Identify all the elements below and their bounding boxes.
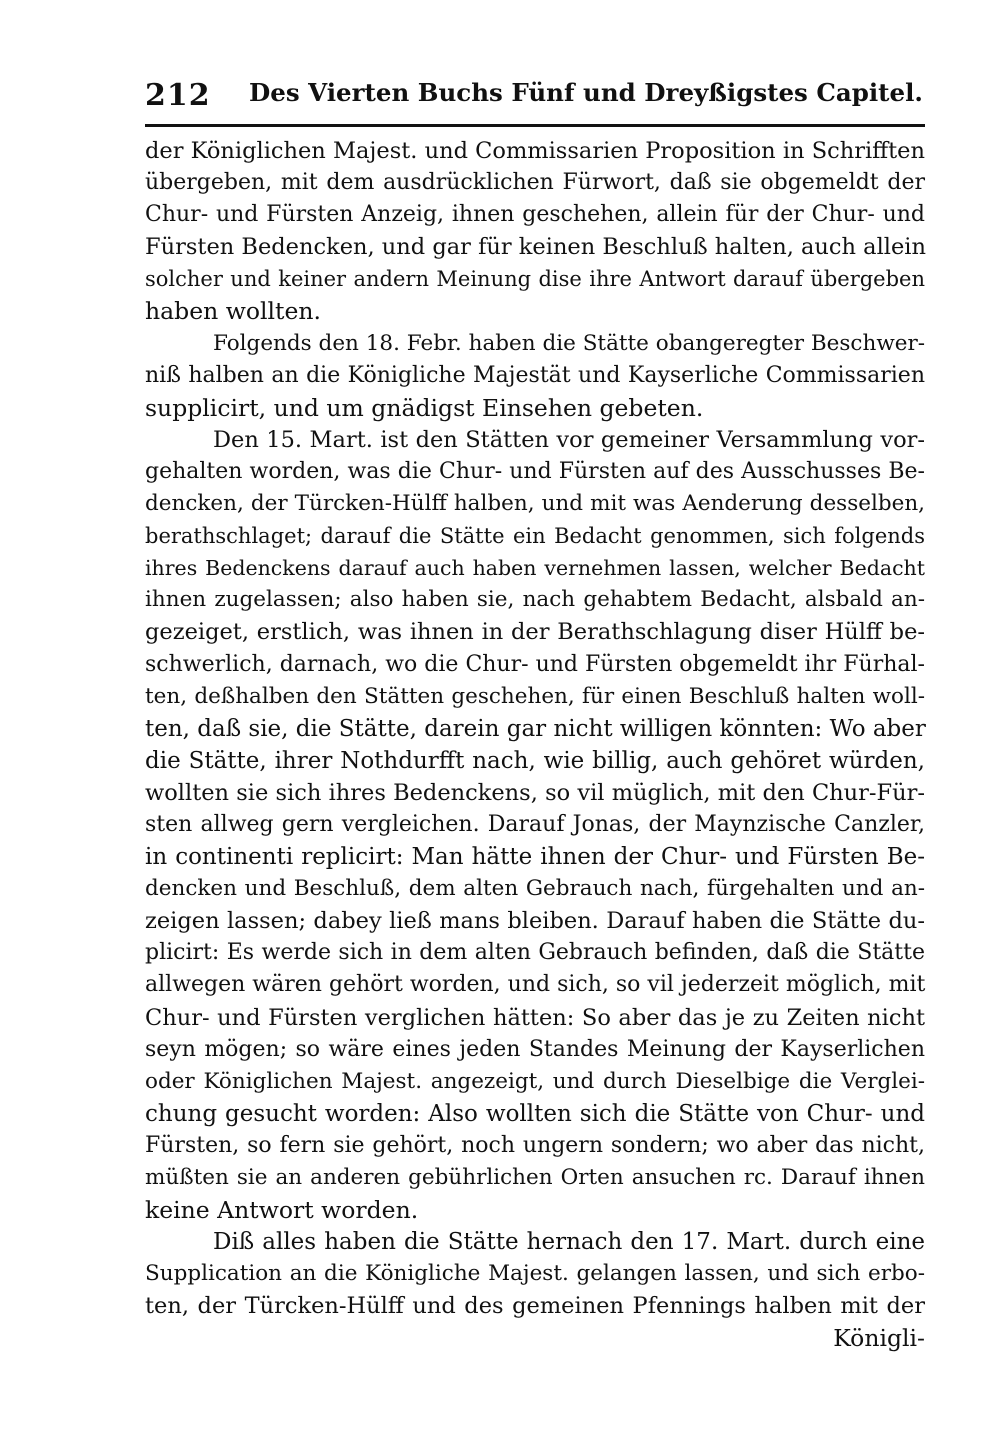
text-line: ten, daß sie, die Stätte, darein gar nicht willigen könnten: Wo aber [145,715,926,742]
text-line: solcher und keiner andern Meinung dise ihre Antwort darauf übergeben [145,267,925,292]
page-number: 212 [145,78,211,113]
text-line: gehalten worden, was die Chur- und Fürsten auf des Ausschusses Be- [145,458,925,484]
text-line: dencken und Beschluß, dem alten Gebrauch nach, fürgehalten und an- [145,876,925,902]
text-line: plicirt: Es werde sich in dem alten Gebrauch befinden, daß die Stätte [145,940,925,966]
text-line: Supplication an die Königliche Majest. gelangen lassen, und sich erbo- [145,1261,925,1287]
text-line: allwegen wären gehört worden, und sich, so vil jederzeit möglich, mit [145,972,926,998]
paragraph-start-line: Diß alles haben die Stätte hernach den 17. Mart. durch eine [213,1229,925,1256]
text-line: oder Königlichen Majest. angezeigt, und durch Dieselbige die Verglei- [145,1068,925,1094]
text-line: Fürsten Bedencken, und gar für keinen Beschluß halten, auch allein [145,234,926,261]
text-line: in continenti replicirt: Man hätte ihnen der Chur- und Fürsten Be- [145,844,925,871]
text-line: ihnen zugelassen; also haben sie, nach gehabtem Bedacht, alsbald an- [145,587,925,613]
text-line: ten, deßhalben den Stätten geschehen, für einen Beschluß halten woll- [145,683,925,709]
text-line: haben wollten. [145,297,321,326]
paragraph-start-line: Den 15. Mart. ist den Stätten vor gemeiner Versammlung vor- [213,426,925,453]
text-line: die Stätte, ihrer Nothdurfft nach, wie billig, auch gehöret würden, [145,747,925,774]
text-line: müßten sie an anderen gebührlichen Orten ansuchen rc. Darauf ihnen [145,1165,925,1190]
text-line: der Königlichen Majest. und Commissarien Proposition in Schrifften [145,138,925,164]
text-line: seyn mögen; so wäre eines jeden Standes Meinung der Kayserlichen [145,1036,925,1062]
text-line: keine Antwort worden. [145,1196,419,1225]
text-line: dencken, der Türcken-Hülff halben, und mit was Aenderung desselben, [145,491,925,517]
text-line: übergeben, mit dem ausdrücklichen Fürwort, daß sie obgemeldt der [145,170,925,196]
text-line: chung gesucht worden: Also wollten sich die Stätte von Chur- und [145,1100,925,1127]
text-line: Chur- und Fürsten Anzeig, ihnen geschehen, allein für der Chur- und [145,202,925,228]
catchword: Königli- [833,1324,925,1353]
page-header [145,78,925,118]
header-rule [145,124,925,127]
text-line: niß halben an die Königliche Majestät und Kayserliche Commissarien [145,362,925,388]
text-line: Chur- und Fürsten verglichen hätten: So aber das je zu Zeiten nicht [145,1004,925,1031]
text-line: ihres Bedenckens darauf auch haben vernehmen lassen, welcher Bedacht [145,556,925,581]
body-text [145,135,925,1355]
text-line: gezeiget, erstlich, was ihnen in der Berathschlagung diser Hülff be- [145,619,925,646]
paragraph-start-line: Folgends den 18. Febr. haben die Stätte obangeregter Beschwer- [213,330,925,356]
text-line: wollten sie sich ihres Bedenckens, so vil müglich, mit den Chur-Für- [145,779,925,806]
text-line: zeigen lassen; dabey ließ mans bleiben. Darauf haben die Stätte du- [145,908,925,935]
text-line: Fürsten, so fern sie gehört, noch ungern sondern; wo aber das nicht, [145,1132,925,1158]
text-line: ten, der Türcken-Hülff und des gemeinen Pfennings halben mit der [145,1293,925,1320]
text-line: schwerlich, darnach, wo die Chur- und Fürsten obgemeldt ihr Fürhal- [145,651,925,677]
text-line: sten allweg gern vergleichen. Darauf Jonas, der Maynzische Canzler, [145,811,925,837]
text-line: supplicirt, und um gnädigst Einsehen gebeten. [145,393,704,422]
running-title: Des Vierten Buchs Fünf und Dreyßigstes Capitel. [249,78,923,107]
text-line: berathschlaget; darauf die Stätte ein Bedacht genommen, sich folgends [145,524,925,549]
